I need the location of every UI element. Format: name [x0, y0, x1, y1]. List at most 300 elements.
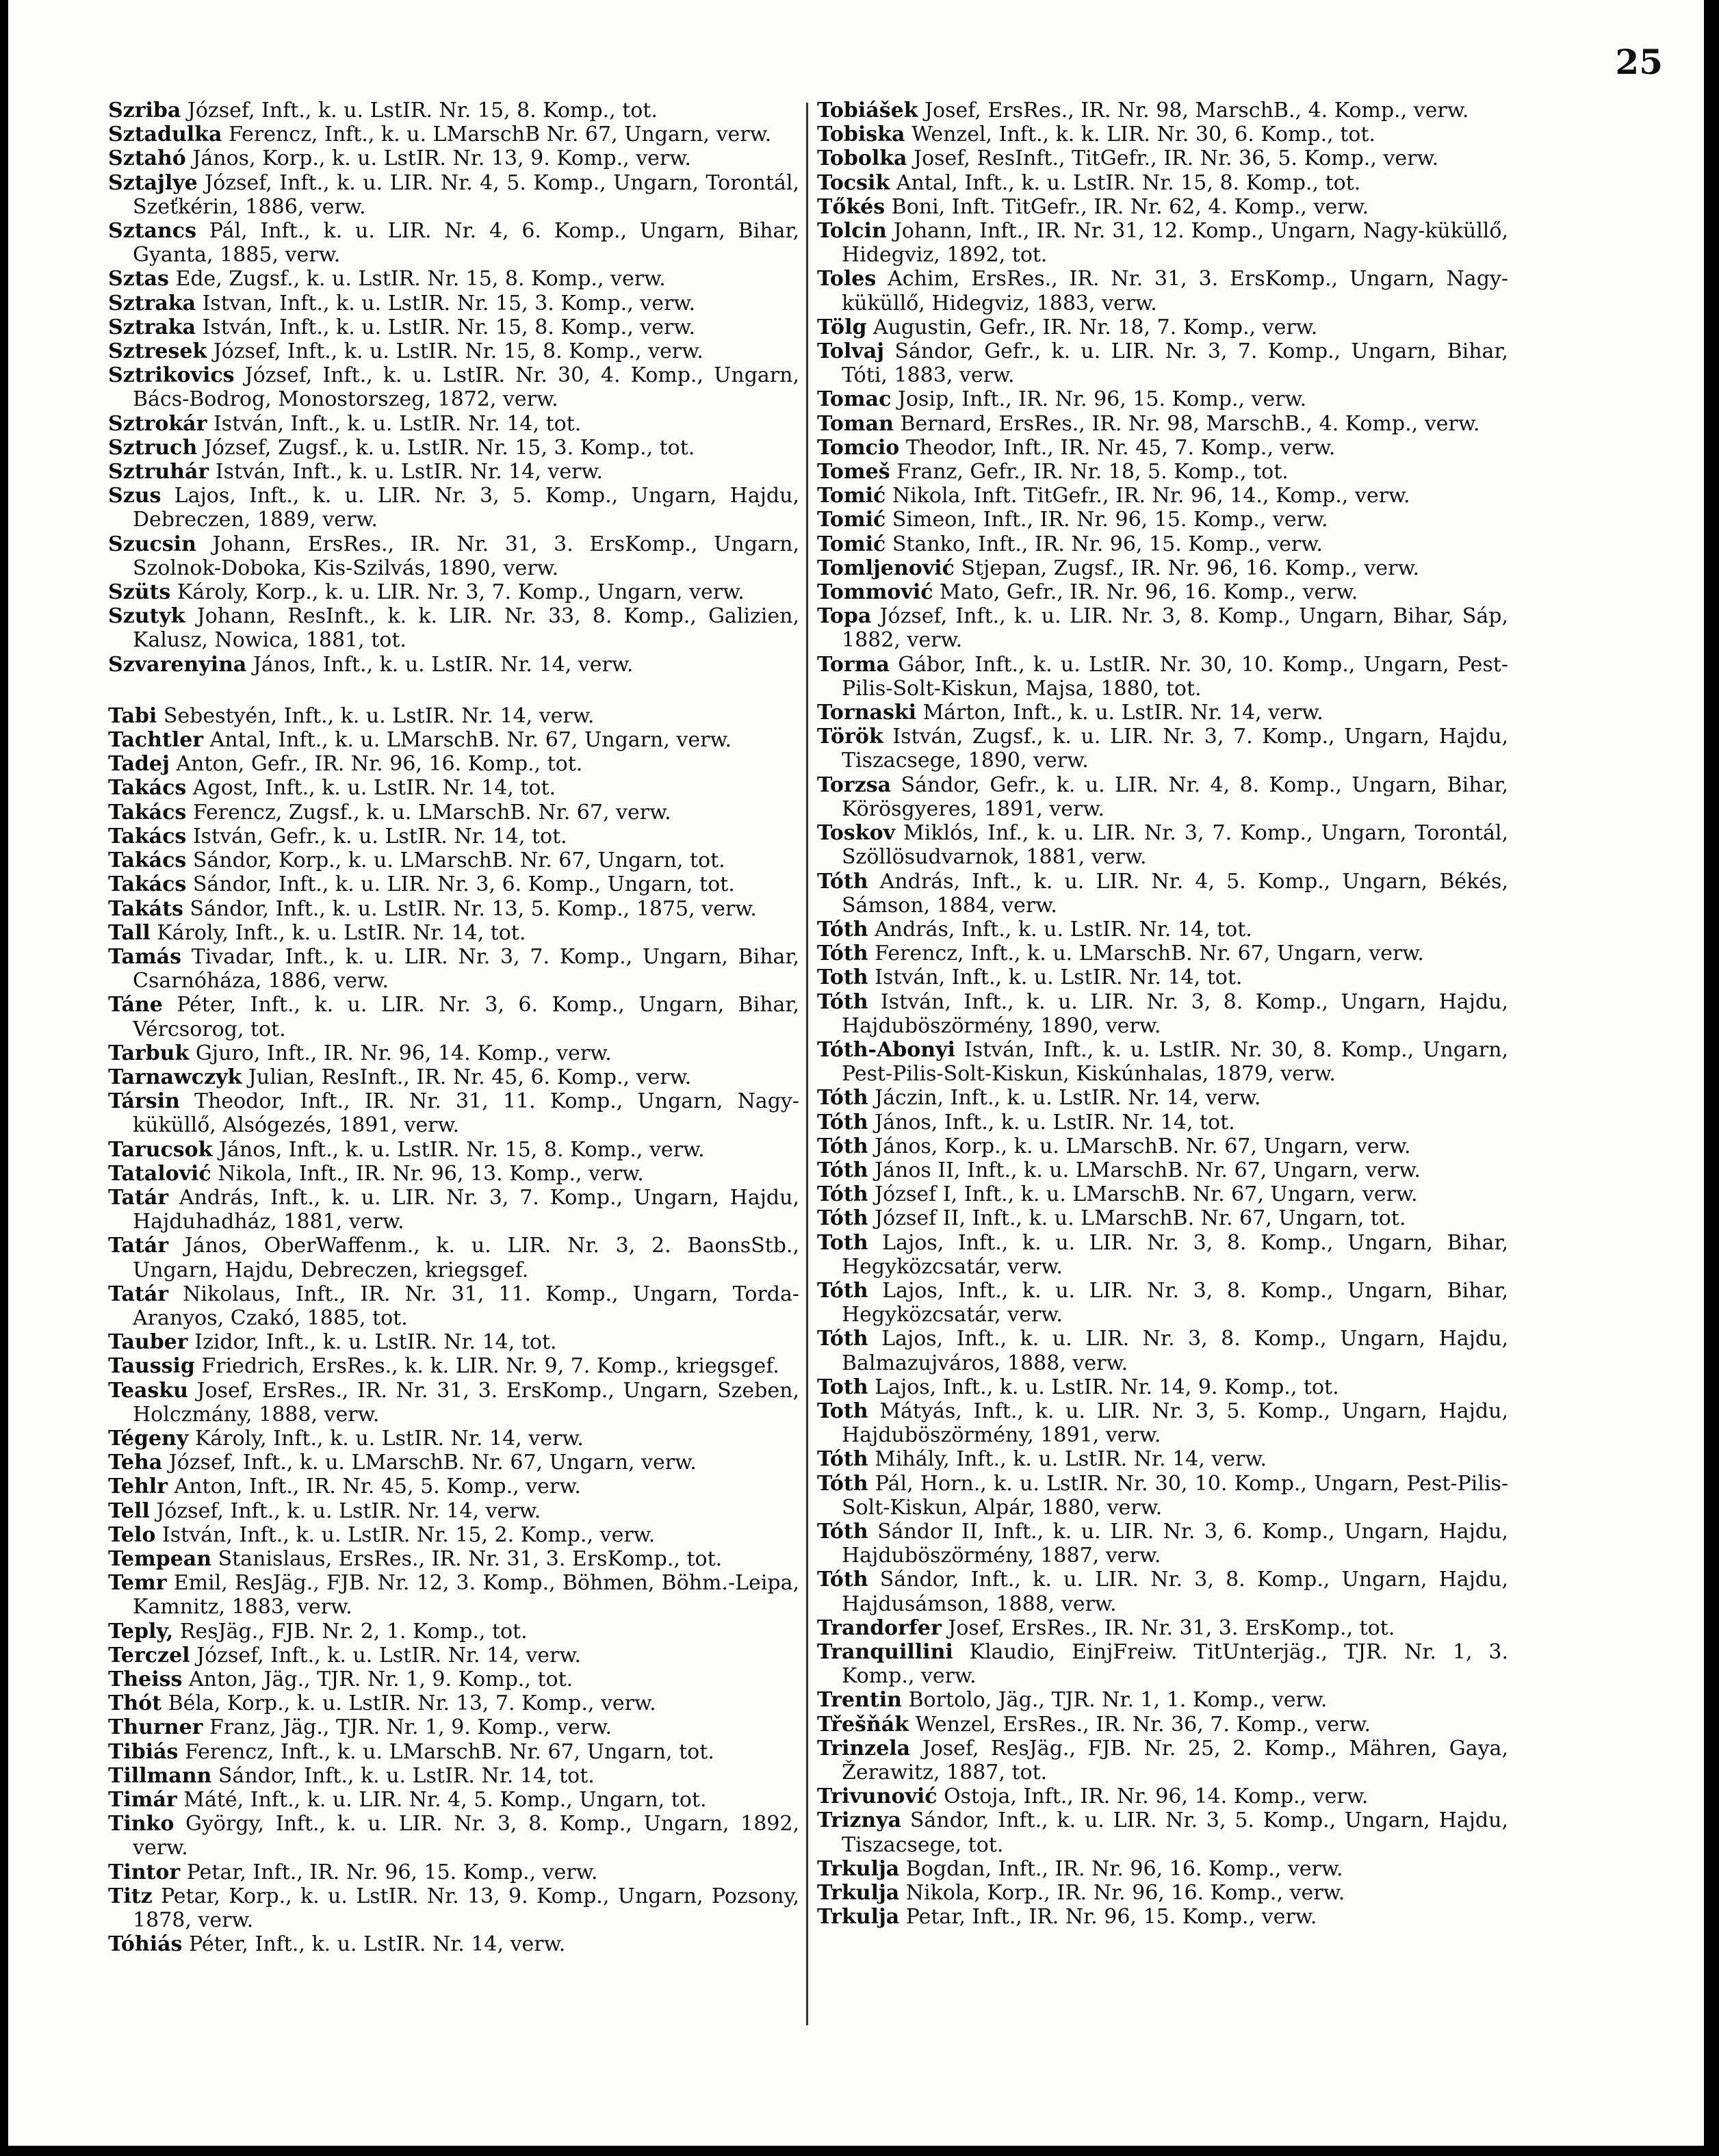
list-entry: [108, 363, 799, 411]
list-entry: [108, 146, 799, 170]
entry-details: Nikola, Inft. TitGefr., IR. Nr. 96, 14., Komp., verw.: [892, 484, 1410, 508]
list-entry: [817, 701, 1508, 725]
entry-details: Anton, Gefr., IR. Nr. 96, 16. Komp., tot.: [176, 752, 583, 777]
entry-surname: Takács: [108, 824, 187, 848]
entry-surname: Tatár: [108, 1282, 168, 1306]
entry-details: Károly, Inft., k. u. LstIR. Nr. 14, verw.: [194, 1426, 584, 1451]
list-entry: [108, 315, 799, 339]
entry-details: Agost, Inft., k. u. LstIR. Nr. 14, tot.: [192, 776, 556, 801]
entry-surname: Telo: [108, 1522, 156, 1547]
entry-surname: Sztahó: [108, 146, 186, 171]
entry-surname: Tarbuk: [108, 1041, 190, 1065]
list-entry: [817, 1182, 1508, 1206]
entry-surname: Tauber: [108, 1330, 188, 1355]
entry-surname: Tatalović: [108, 1161, 211, 1186]
entry-surname: Tintor: [108, 1860, 181, 1884]
list-entry: [817, 122, 1508, 146]
entry-details: Mato, Gefr., IR. Nr. 96, 16. Komp., verw.: [940, 580, 1358, 605]
entry-surname: Tóth: [817, 1327, 868, 1351]
entry-details: József, Inft., k. u. LstIR. Nr. 14, verw.: [196, 1643, 582, 1667]
entry-details: Johann, ResInft., k. k. LIR. Nr. 33, 8. Komp., Galizien, Kalusz, Nowica, 1881, tot.: [133, 604, 799, 653]
entry-details: Emil, ResJäg., FJB. Nr. 12, 3. Komp., Böhmen, Böhm.-Leipa, Kamnitz, 1883, verw.: [133, 1571, 799, 1620]
entry-details: Wenzel, Inft., k. k. LIR. Nr. 30, 6. Komp., tot.: [911, 122, 1375, 147]
list-entry: [108, 1379, 799, 1427]
entry-surname: Torzsa: [817, 772, 892, 797]
entry-details: Ferencz, Inft., k. u. LMarschB. Nr. 67, Ungarn, tot.: [184, 1739, 714, 1764]
entry-surname: Trkulja: [817, 1905, 900, 1930]
entry-details: Máté, Inft., k. u. LIR. Nr. 4, 5. Komp., Ungarn, tot.: [183, 1788, 707, 1813]
entry-surname: Tolvaj: [817, 339, 885, 364]
entry-details: Péter, Inft., k. u. LIR. Nr. 3, 6. Komp., Ungarn, Bihar, Vércsorog, tot.: [133, 993, 799, 1041]
entry-details: Tivadar, Inft., k. u. LIR. Nr. 3, 7. Komp., Ungarn, Bihar, Csarnóháza, 1886, verw.: [133, 944, 799, 993]
entry-surname: Tóth: [817, 869, 868, 894]
entry-details: Gábor, Inft., k. u. LstIR. Nr. 30, 10. Komp., Ungarn, Pest-Pilis-Solt-Kiskun, Majsa, 1880, tot.: [842, 652, 1508, 701]
entry-details: János, Korp., k. u. LMarschB. Nr. 67, Ungarn, verw.: [875, 1134, 1411, 1158]
entry-surname: Timár: [108, 1788, 177, 1813]
list-entry: [817, 1784, 1508, 1808]
list-entry: [108, 945, 799, 993]
entry-surname: Tillmann: [108, 1763, 212, 1788]
entry-details: István, Inft., k. u. LIR. Nr. 3, 8. Komp., Ungarn, Hajdu, Hajduböszörmény, 1890, verw.: [842, 989, 1509, 1038]
entry-details: Anton, Inft., IR. Nr. 45, 5. Komp., verw.: [174, 1475, 581, 1499]
list-entry: [108, 1788, 799, 1812]
entry-surname: Tóth: [817, 1158, 868, 1182]
list-entry: [817, 484, 1508, 508]
list-entry: [108, 704, 799, 728]
list-entry: [108, 604, 799, 652]
entry-details: Bernard, ErsRes., IR. Nr. 98, MarschB., 4. Komp., verw.: [900, 411, 1480, 436]
list-entry: [108, 1715, 799, 1739]
list-entry: [108, 1089, 799, 1137]
list-entry: [108, 412, 799, 436]
entry-surname: Tóth: [817, 989, 868, 1014]
list-entry: [817, 1520, 1508, 1568]
list-entry: [817, 1568, 1508, 1615]
entry-surname: Teply,: [108, 1619, 174, 1644]
entry-surname: Toth: [817, 965, 868, 990]
entry-surname: Tommović: [817, 580, 933, 605]
entry-surname: Takács: [108, 848, 187, 873]
entry-surname: Tégeny: [108, 1426, 189, 1451]
list-entry: [817, 1688, 1508, 1712]
scan-right-edge: [1704, 0, 1719, 2156]
entry-details: Sebestyén, Inft., k. u. LstIR. Nr. 14, verw.: [163, 703, 595, 728]
entry-surname: Tóth: [817, 1519, 868, 1544]
entry-details: Sándor, Korp., k. u. LMarschB. Nr. 67, Ungarn, tot.: [192, 848, 725, 873]
list-entry: [108, 1282, 799, 1330]
entry-details: István, Zugsf., k. u. LIR. Nr. 3, 7. Komp., Ungarn, Hajdu, Tiszacsege, 1890, verw.: [842, 725, 1509, 773]
entry-details: Sándor, Inft., k. u. LstIR. Nr. 13, 5. Komp., 1875, verw.: [190, 896, 757, 921]
list-entry: [108, 1041, 799, 1065]
entry-surname: Tibiás: [108, 1739, 179, 1764]
list-entry: [108, 776, 799, 800]
entry-surname: Tóth: [817, 1110, 868, 1134]
list-entry: [108, 1691, 799, 1715]
entry-details: Nikolaus, Inft., IR. Nr. 31, 11. Komp., Ungarn, Torda-Aranyos, Czakó, 1885, tot.: [133, 1282, 799, 1330]
entry-surname: Toskov: [817, 821, 896, 846]
entry-details: József, Inft., k. u. LstIR. Nr. 30, 4. Komp., Ungarn, Bács-Bodrog, Monostorszeg, 1872, verw.: [133, 363, 799, 412]
list-entry: [817, 315, 1508, 339]
left-column: [108, 99, 799, 1956]
scan-bottom-edge: [0, 2146, 1719, 2156]
entry-details: István, Inft., k. u. LstIR. Nr. 14, tot.: [875, 965, 1243, 990]
list-entry: [817, 773, 1508, 821]
entry-surname: Tomcio: [817, 435, 900, 460]
list-entry: [108, 1884, 799, 1932]
entry-details: József, Inft., k. u. LMarschB. Nr. 67, Ungarn, verw.: [168, 1451, 697, 1475]
entry-details: Pál, Horn., k. u. LstIR. Nr. 30, 10. Komp., Ungarn, Pest-Pilis-Solt-Kiskun, Alpár, 1880, verw.: [842, 1471, 1508, 1520]
entry-details: József I, Inft., k. u. LMarschB. Nr. 67, Ungarn, verw.: [875, 1182, 1418, 1207]
entry-details: Johann, ErsRes., IR. Nr. 31, 3. ErsKomp., Ungarn, Szolnok-Doboka, Kis-Szilvás, 1890, verw.: [133, 532, 799, 580]
list-entry: [108, 436, 799, 460]
entry-surname: Toth: [817, 1399, 868, 1423]
entry-surname: Toth: [817, 1230, 868, 1255]
entry-details: Károly, Inft., k. u. LstIR. Nr. 14, tot.: [157, 920, 526, 945]
entry-details: Mátyás, Inft., k. u. LIR. Nr. 3, 5. Komp., Ungarn, Hajdu, Hajduböszörmény, 1891, verw.: [842, 1399, 1508, 1448]
entry-details: Nikola, Korp., IR. Nr. 96, 16. Komp., verw.: [905, 1881, 1345, 1906]
entry-surname: Tőkés: [817, 194, 886, 219]
list-entry: [108, 291, 799, 315]
entry-details: István, Inft., k. u. LstIR. Nr. 15, 2. Komp., verw.: [161, 1522, 656, 1547]
entry-details: Sándor, Gefr., k. u. LIR. Nr. 3, 7. Komp., Ungarn, Bihar, Tóti, 1883, verw.: [842, 339, 1508, 388]
entry-surname: Taussig: [108, 1354, 195, 1379]
entry-surname: Trkulja: [817, 1856, 900, 1881]
entry-surname: Tamás: [108, 944, 181, 969]
entry-details: Ede, Zugsf., k. u. LstIR. Nr. 15, 8. Komp., verw.: [175, 267, 666, 291]
entry-details: Antal, Inft., k. u. LMarschB. Nr. 67, Ungarn, verw.: [209, 728, 732, 753]
list-entry: [108, 99, 799, 122]
entry-surname: Török: [817, 725, 883, 749]
entry-surname: Sztas: [108, 267, 169, 291]
list-entry: [108, 219, 799, 267]
entry-surname: Tomeš: [817, 460, 890, 484]
list-entry: [817, 1206, 1508, 1230]
list-entry: [817, 653, 1508, 701]
entry-surname: Tobiska: [817, 122, 905, 147]
entry-details: Josef, ResInft., TitGefr., IR. Nr. 36, 5. Komp., verw.: [914, 146, 1439, 171]
entry-details: Gjuro, Inft., IR. Nr. 96, 14. Komp., verw.: [195, 1041, 612, 1065]
entry-details: József II, Inft., k. u. LMarschB. Nr. 67, Ungarn, tot.: [875, 1206, 1406, 1231]
list-entry: [817, 1134, 1508, 1158]
list-entry: [108, 1138, 799, 1162]
entry-surname: Toth: [817, 1375, 868, 1399]
entry-surname: Theiss: [108, 1667, 183, 1691]
entry-surname: Topa: [817, 604, 872, 629]
entry-details: Izidor, Inft., k. u. LstIR. Nr. 14, tot.: [194, 1330, 557, 1355]
entry-details: Julian, ResInft., IR. Nr. 45, 6. Komp., verw.: [248, 1065, 692, 1089]
list-entry: [817, 1038, 1508, 1086]
page-number: 25: [1615, 42, 1663, 82]
list-entry: [817, 725, 1508, 772]
entry-details: Ferencz, Zugsf., k. u. LMarschB. Nr. 67, verw.: [192, 800, 671, 824]
list-entry: [817, 1399, 1508, 1447]
list-entry: [817, 941, 1508, 965]
list-entry: [817, 436, 1508, 460]
list-entry: [108, 267, 799, 291]
entry-details: György, Inft., k. u. LIR. Nr. 3, 8. Komp., Ungarn, 1892, verw.: [133, 1812, 799, 1860]
entry-details: Sándor, Inft., k. u. LIR. Nr. 3, 6. Komp., Ungarn, tot.: [192, 872, 735, 897]
entry-surname: Takács: [108, 776, 187, 801]
entry-surname: Tall: [108, 920, 151, 945]
list-entry: [108, 1620, 799, 1644]
entry-surname: Tell: [108, 1498, 150, 1523]
list-entry: [817, 1640, 1508, 1688]
list-entry: [817, 1857, 1508, 1881]
entry-details: Petar, Korp., k. u. LstIR. Nr. 13, 9. Komp., Ungarn, Pozsony, 1878, verw.: [133, 1884, 799, 1933]
entry-details: Stanko, Inft., IR. Nr. 96, 15. Komp., verw.: [892, 532, 1323, 556]
list-entry: [108, 1162, 799, 1186]
list-entry: [108, 1065, 799, 1089]
entry-details: Petar, Inft., IR. Nr. 96, 15. Komp., verw.: [905, 1905, 1317, 1930]
list-entry: [108, 1451, 799, 1475]
list-entry: [108, 1644, 799, 1667]
entry-surname: Tomić: [817, 508, 886, 532]
entry-surname: Trivunović: [817, 1784, 938, 1809]
entry-surname: Tomić: [817, 532, 886, 556]
entry-surname: Tóhiás: [108, 1932, 183, 1957]
entry-surname: Trentin: [817, 1688, 902, 1713]
entry-details: Lajos, Inft., k. u. LstIR. Nr. 14, 9. Komp., tot.: [875, 1375, 1339, 1399]
list-entry: [817, 580, 1508, 604]
entry-details: Mihály, Inft., k. u. LstIR. Nr. 14, verw.: [875, 1447, 1267, 1472]
page: [8, 0, 1704, 2146]
entry-surname: Tempean: [108, 1546, 212, 1571]
list-entry: [817, 267, 1508, 315]
entry-surname: Tolcin: [817, 219, 887, 244]
list-entry: [817, 1808, 1508, 1856]
list-entry: [108, 1475, 799, 1498]
entry-details: Klaudio, EinjFreiw. TitUnterjäg., TJR. Nr. 1, 3. Komp., verw.: [842, 1640, 1508, 1689]
list-entry: [108, 921, 799, 945]
entry-surname: Teha: [108, 1451, 163, 1475]
entry-details: Pál, Inft., k. u. LIR. Nr. 4, 6. Komp., Ungarn, Bihar, Gyanta, 1885, verw.: [133, 219, 799, 268]
entry-details: Boni, Inft. TitGefr., IR. Nr. 62, 4. Komp., verw.: [891, 194, 1369, 219]
entry-surname: Takács: [108, 800, 187, 824]
list-entry: [817, 1616, 1508, 1640]
entry-details: Sándor, Inft., k. u. LstIR. Nr. 14, tot.: [218, 1763, 595, 1788]
entry-surname: Trandorfer: [817, 1615, 942, 1640]
list-entry: [108, 1571, 799, 1619]
list-entry: [108, 122, 799, 146]
entry-details: Johann, Inft., IR. Nr. 31, 12. Komp., Ungarn, Nagy-küküllő, Hidegviz, 1892, tot.: [842, 219, 1508, 268]
entry-surname: Thurner: [108, 1715, 203, 1740]
entry-surname: Tóth: [817, 1447, 868, 1472]
list-entry: [108, 1234, 799, 1282]
entry-details: Károly, Korp., k. u. LIR. Nr. 3, 7. Komp., Ungarn, verw.: [177, 580, 745, 605]
entry-details: János, Korp., k. u. LstIR. Nr. 13, 9. Komp., verw.: [192, 146, 691, 171]
list-entry: [108, 897, 799, 921]
entry-details: István, Inft., k. u. LstIR. Nr. 15, 8. Komp., verw.: [202, 315, 695, 339]
entry-surname: Titz: [108, 1884, 153, 1908]
list-entry: [817, 1447, 1508, 1471]
entry-details: Bogdan, Inft., IR. Nr. 96, 16. Komp., verw.: [905, 1856, 1343, 1881]
entry-surname: Sztrokár: [108, 411, 207, 436]
entry-details: Lajos, Inft., k. u. LIR. Nr. 3, 8. Komp., Ungarn, Bihar, Hegyközcsatár, verw.: [842, 1278, 1508, 1327]
entry-surname: Tóth: [817, 941, 868, 966]
list-entry: [817, 387, 1508, 411]
entry-details: Achim, ErsRes., IR. Nr. 31, 3. ErsKomp., Ungarn, Nagy-küküllő, Hidegviz, 1883, verw.: [842, 267, 1508, 315]
entry-surname: Tachtler: [108, 728, 204, 753]
entry-surname: Sztruhár: [108, 460, 209, 484]
list-entry: [817, 1472, 1508, 1520]
entry-surname: Tóth: [817, 1278, 868, 1303]
list-entry: [817, 1111, 1508, 1134]
list-entry: [817, 1086, 1508, 1110]
entry-details: Josef, ResJäg., FJB. Nr. 25, 2. Komp., Mähren, Gaya, Žerawitz, 1887, tot.: [842, 1736, 1508, 1785]
list-entry: [817, 965, 1508, 989]
entry-details: István, Inft., k. u. LstIR. Nr. 30, 8. Komp., Ungarn, Pest-Pilis-Solt-Kiskun, Kiskúnhalas, 1879, verw.: [842, 1037, 1508, 1087]
entry-surname: Sztancs: [108, 219, 196, 244]
entry-surname: Tóth: [817, 1471, 868, 1496]
entry-surname: Tobiášek: [817, 99, 918, 122]
entry-details: András, Inft., k. u. LIR. Nr. 3, 7. Komp., Ungarn, Hajdu, Hajduhadház, 1881, verw.: [133, 1185, 799, 1234]
entry-details: Lajos, Inft., k. u. LIR. Nr. 3, 5. Komp., Ungarn, Hajdu, Debreczen, 1889, verw.: [133, 484, 799, 532]
list-entry: [108, 872, 799, 896]
entry-surname: Tocsik: [817, 170, 890, 195]
entry-surname: Társin: [108, 1089, 180, 1114]
list-entry: [108, 1764, 799, 1788]
entry-surname: Toman: [817, 411, 894, 436]
entry-details: Miklós, Inf., k. u. LIR. Nr. 3, 7. Komp., Ungarn, Torontál, Szöllösudvarnok, 1881, verw.: [842, 821, 1508, 870]
entry-surname: Tatár: [108, 1185, 168, 1210]
entry-surname: Tomac: [817, 387, 892, 412]
list-entry: [108, 1354, 799, 1378]
entry-details: Josef, ErsRes., IR. Nr. 31, 3. ErsKomp., tot.: [948, 1615, 1395, 1640]
entry-surname: Trinzela: [817, 1736, 911, 1761]
entry-details: Stanislaus, ErsRes., IR. Nr. 31, 3. ErsKomp., tot.: [218, 1546, 723, 1571]
list-entry: [108, 171, 799, 219]
entry-surname: Tehlr: [108, 1475, 168, 1499]
entry-details: Péter, Inft., k. u. LstIR. Nr. 14, verw.: [188, 1932, 566, 1957]
entry-details: István, Inft., k. u. LstIR. Nr. 14, tot.: [213, 411, 582, 436]
list-entry: [108, 728, 799, 752]
right-column: [817, 99, 1508, 1929]
list-entry: [817, 990, 1508, 1038]
entry-surname: Tobolka: [817, 146, 907, 171]
entry-surname: Takács: [108, 872, 187, 897]
entry-details: József, Inft., k. u. LstIR. Nr. 15, 8. Komp., verw.: [213, 339, 703, 364]
list-entry: [817, 219, 1508, 267]
entry-surname: Torma: [817, 652, 890, 677]
list-entry: [817, 532, 1508, 556]
entry-details: Friedrich, ErsRes., k. k. LIR. Nr. 9, 7. Komp., kriegsgef.: [201, 1354, 779, 1379]
entry-details: Ferencz, Inft., k. u. LMarschB. Nr. 67, Ungarn, verw.: [875, 941, 1424, 966]
entry-details: József, Zugsf., k. u. LstIR. Nr. 15, 3. Komp., tot.: [203, 435, 695, 460]
entry-surname: Tadej: [108, 752, 170, 777]
entry-surname: Tomljenović: [817, 556, 955, 580]
entry-details: Sándor, Inft., k. u. LIR. Nr. 3, 5. Komp., Ungarn, Hajdu, Tiszacsege, tot.: [842, 1808, 1508, 1857]
entry-surname: Tóth: [817, 917, 868, 941]
list-entry: [817, 146, 1508, 170]
list-entry: [817, 195, 1508, 219]
list-entry: [108, 1740, 799, 1764]
entry-details: ResJäg., FJB. Nr. 2, 1. Komp., tot.: [179, 1619, 528, 1644]
entry-surname: Tatár: [108, 1234, 168, 1258]
entry-surname: Szutyk: [108, 604, 185, 629]
entry-details: Wenzel, ErsRes., IR. Nr. 36, 7. Komp., verw.: [915, 1712, 1371, 1737]
list-entry: [817, 1279, 1508, 1327]
entry-surname: Szüts: [108, 580, 171, 605]
entry-details: Ferencz, Inft., k. u. LMarschB Nr. 67, Ungarn, verw.: [228, 122, 772, 147]
list-entry: [817, 412, 1508, 436]
list-entry: [817, 99, 1508, 122]
entry-details: Petar, Inft., IR. Nr. 96, 15. Komp., verw.: [186, 1860, 598, 1884]
entry-details: János, Inft., k. u. LstIR. Nr. 14, tot.: [875, 1110, 1235, 1134]
entry-surname: Szriba: [108, 99, 181, 122]
entry-details: Stjepan, Zugsf., IR. Nr. 96, 16. Komp., verw.: [961, 556, 1419, 580]
entry-surname: Thót: [108, 1691, 162, 1716]
list-entry: [108, 532, 799, 580]
entry-surname: Sztajlye: [108, 170, 198, 195]
list-entry: [817, 556, 1508, 580]
entry-surname: Tarnawczyk: [108, 1065, 242, 1089]
entry-details: István, Inft., k. u. LstIR. Nr. 14, verw.: [215, 460, 604, 484]
list-entry: [108, 801, 799, 824]
entry-details: József, Inft., k. u. LstIR. Nr. 14, verw.: [156, 1498, 541, 1523]
entry-details: József, Inft., k. u. LstIR. Nr. 15, 8. Komp., tot.: [187, 99, 658, 122]
entry-details: Bortolo, Jäg., TJR. Nr. 1, 1. Komp., verw.: [908, 1688, 1328, 1713]
entry-details: Lajos, Inft., k. u. LIR. Nr. 3, 8. Komp., Ungarn, Hajdu, Balmazujváros, 1888, verw.: [842, 1327, 1509, 1375]
entry-surname: Tóth: [817, 1086, 868, 1111]
entry-details: Josip, Inft., IR. Nr. 96, 15. Komp., verw.: [897, 387, 1307, 412]
entry-surname: Sztruch: [108, 435, 198, 460]
list-entry: [817, 508, 1508, 532]
list-entry: [817, 1375, 1508, 1399]
entry-details: József, Inft., k. u. LIR. Nr. 4, 5. Komp., Ungarn, Torontál, Szeťkérin, 1886, verw.: [133, 170, 800, 219]
list-entry: [817, 1881, 1508, 1905]
entry-details: Jáczin, Inft., k. u. LstIR. Nr. 14, verw.: [875, 1086, 1261, 1111]
list-entry: [108, 752, 799, 776]
list-entry: [108, 460, 799, 484]
entry-details: Ostoja, Inft., IR. Nr. 96, 14. Komp., verw.: [944, 1784, 1369, 1809]
list-entry: [108, 653, 799, 677]
list-entry: [817, 821, 1508, 869]
list-entry: [108, 1523, 799, 1547]
entry-details: Anton, Jäg., TJR. Nr. 1, 9. Komp., tot.: [188, 1667, 573, 1691]
list-entry: [817, 1231, 1508, 1279]
entry-details: Theodor, Inft., IR. Nr. 45, 7. Komp., verw.: [905, 435, 1336, 460]
list-entry: [108, 993, 799, 1041]
list-entry: [817, 171, 1508, 195]
entry-surname: Takáts: [108, 896, 183, 921]
entry-surname: Třešňák: [817, 1712, 909, 1737]
entry-surname: Teasku: [108, 1378, 188, 1403]
entry-details: Sándor, Gefr., k. u. LIR. Nr. 4, 8. Komp., Ungarn, Bihar, Körösgyeres, 1891, verw.: [842, 772, 1508, 821]
list-entry: [817, 604, 1508, 652]
entry-surname: Trkulja: [817, 1881, 900, 1906]
entry-details: Istvan, Inft., k. u. LstIR. Nr. 15, 3. Komp., verw.: [202, 291, 695, 315]
entry-surname: Tranquillini: [817, 1640, 953, 1664]
entry-surname: Tarucsok: [108, 1137, 213, 1162]
entry-details: Lajos, Inft., k. u. LIR. Nr. 3, 8. Komp., Ungarn, Bihar, Hegyközcsatár, verw.: [842, 1230, 1508, 1279]
list-entry: [817, 870, 1508, 918]
entry-surname: Sztresek: [108, 339, 207, 364]
list-entry: [108, 848, 799, 872]
entry-surname: Tóth: [817, 1182, 868, 1207]
entry-details: István, Gefr., k. u. LstIR. Nr. 14, tot.: [192, 824, 567, 848]
list-entry: [108, 1812, 799, 1860]
entry-surname: Terczel: [108, 1643, 190, 1667]
entry-details: Augustin, Gefr., IR. Nr. 18, 7. Komp., verw.: [873, 315, 1318, 339]
column-divider: [806, 103, 808, 2025]
entry-surname: Sztadulka: [108, 122, 222, 147]
list-entry: [108, 824, 799, 848]
entry-details: Simeon, Inft., IR. Nr. 96, 15. Komp., verw.: [892, 508, 1328, 532]
entry-surname: Sztrikovics: [108, 363, 235, 388]
list-entry: [817, 339, 1508, 387]
entry-surname: Tornaski: [817, 701, 917, 725]
list-entry: [108, 1547, 799, 1571]
